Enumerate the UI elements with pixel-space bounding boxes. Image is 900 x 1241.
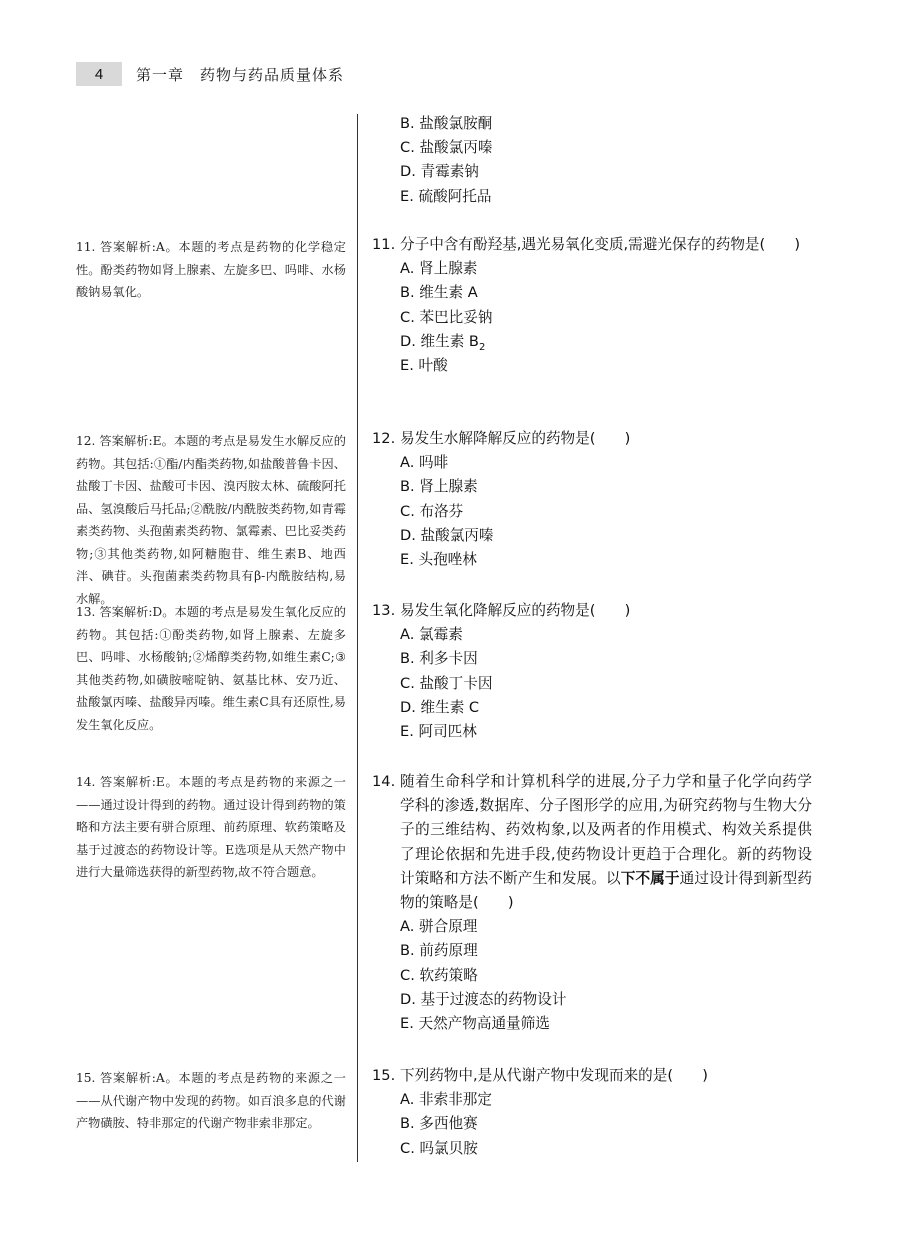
question-11 bbox=[372, 233, 812, 378]
option: E. 阿司匹林 bbox=[400, 723, 477, 741]
answer-analysis-11: 11. 答案解析:A。本题的考点是药物的化学稳定性。酚类药物如肾上腺素、左旋多巴、吗啡、水杨酸钠易氧化。 bbox=[76, 240, 346, 299]
option: B. 前药原理 bbox=[400, 942, 478, 960]
option: A. 吗啡 bbox=[400, 454, 449, 472]
option: E. 头孢唑林 bbox=[400, 551, 477, 569]
question-text bbox=[400, 770, 812, 915]
subscript: 2 bbox=[478, 341, 486, 353]
question-stem bbox=[372, 599, 812, 623]
question-number: 11. bbox=[372, 236, 396, 253]
option-text: D. 维生素 B bbox=[400, 332, 479, 350]
option: B. 盐酸氯胺酮 bbox=[400, 115, 493, 132]
question-stem bbox=[372, 770, 812, 915]
stem-text: 通过设计得到新型药物的策略是( ) bbox=[400, 869, 812, 912]
option: B. 多西他赛 bbox=[400, 1115, 478, 1133]
column-divider bbox=[357, 114, 358, 1162]
question-text: 分子中含有酚羟基,遇光易氧化变质,需避光保存的药物是( ) bbox=[400, 236, 801, 253]
emphasis-text: 下不属于 bbox=[620, 869, 680, 887]
question-13 bbox=[372, 599, 812, 744]
question-15 bbox=[372, 1064, 812, 1161]
answer-analysis-15: 15. 答案解析:A。本题的考点是药物的来源之一——从代谢产物中发现的药物。如百浪多息的代谢产物磺胺、特非那定的代谢产物非索非那定。 bbox=[76, 1071, 346, 1130]
option: A. 肾上腺素 bbox=[400, 260, 478, 278]
chapter-title: 第一章 药物与药品质量体系 bbox=[136, 65, 345, 84]
option bbox=[372, 330, 812, 354]
question-number: 15. bbox=[372, 1067, 396, 1084]
option: E. 天然产物高通量筛选 bbox=[400, 1015, 550, 1033]
option: A. 氯霉素 bbox=[400, 626, 463, 644]
option: E. 硫酸阿托品 bbox=[400, 187, 492, 205]
option: D. 维生素 C bbox=[400, 698, 480, 716]
answer-analysis-12: 12. 答案解析:E。本题的考点是易发生水解反应的药物。其包括:①酯/内酯类药物,如盐酸普鲁卡因、盐酸丁卡因、盐酸可卡因、溴丙胺太林、硫酸阿托品、氢溴酸后马托品;②酰胺/内酰胺类药物,如青霉素类药物、头孢菌素类药物、氯霉素、巴比妥类药物;③其他类药物,如阿糖胞苷、维生素B、地西泮、碘苷。头孢菌素类药物具有β-内酰胺结构,易水解。 bbox=[76, 434, 346, 606]
option: B. 利多卡因 bbox=[400, 650, 478, 668]
prev-question-options bbox=[372, 112, 812, 209]
option: C. 盐酸丁卡因 bbox=[400, 674, 493, 692]
option: B. 肾上腺素 bbox=[400, 478, 478, 496]
question-14 bbox=[372, 770, 812, 1036]
question-stem bbox=[372, 427, 812, 451]
page-number: 4 bbox=[76, 62, 122, 86]
page-header bbox=[76, 62, 344, 86]
option: D. 基于过渡态的药物设计 bbox=[400, 990, 567, 1008]
option: C. 吗氯贝胺 bbox=[400, 1139, 478, 1157]
question-text: 易发生氧化降解反应的药物是( ) bbox=[400, 602, 631, 619]
option: A. 骈合原理 bbox=[400, 918, 478, 936]
option: D. 青霉素钠 bbox=[400, 163, 479, 181]
question-number: 14. bbox=[372, 773, 396, 790]
question-number: 12. bbox=[372, 430, 396, 447]
option: E. 叶酸 bbox=[400, 357, 448, 375]
option: B. 维生素 A bbox=[400, 284, 478, 302]
option: C. 布洛芬 bbox=[400, 502, 464, 520]
option: D. 盐酸氯丙嗪 bbox=[400, 526, 494, 544]
option: C. 盐酸氯丙嗪 bbox=[400, 139, 493, 157]
question-text: 易发生水解降解反应的药物是( ) bbox=[400, 430, 631, 447]
question-stem bbox=[372, 233, 812, 257]
question-12 bbox=[372, 427, 812, 572]
question-number: 13. bbox=[372, 602, 396, 619]
option: C. 苯巴比妥钠 bbox=[400, 308, 493, 326]
option: A. 非索非那定 bbox=[400, 1091, 492, 1109]
stem-text: 随着生命科学和计算机科学的进展,分子力学和量子化学向药学学科的渗透,数据库、分子图形学的应用,为研究药物与生物大分子的三维结构、药效构象,以及两者的作用模式、构效关系提供了理论依据和先进手段,使药物设计更趋于合理化。新的药物设计策略和方法不断产生和发展。以 bbox=[400, 773, 812, 887]
answer-analysis-14: 14. 答案解析:E。本题的考点是药物的来源之一——通过设计得到的药物。通过设计得到药物的策略和方法主要有骈合原理、前药原理、软药策略及基于过渡态的药物设计等。E选项是从天然产物中进行大量筛选获得的新型药物,故不符合题意。 bbox=[76, 775, 346, 879]
answer-analysis-13: 13. 答案解析:D。本题的考点是易发生氧化反应的药物。其包括:①酚类药物,如肾上腺素、左旋多巴、吗啡、水杨酸钠;②烯醇类药物,如维生素C;③其他类药物,如磺胺嘧啶钠、氨基比林、安乃近、盐酸氯丙嗪、盐酸异丙嗪。维生素C具有还原性,易发生氧化反应。 bbox=[76, 605, 346, 732]
question-text: 下列药物中,是从代谢产物中发现而来的是( ) bbox=[400, 1067, 708, 1084]
option: C. 软药策略 bbox=[400, 966, 478, 984]
question-stem bbox=[372, 1064, 812, 1088]
